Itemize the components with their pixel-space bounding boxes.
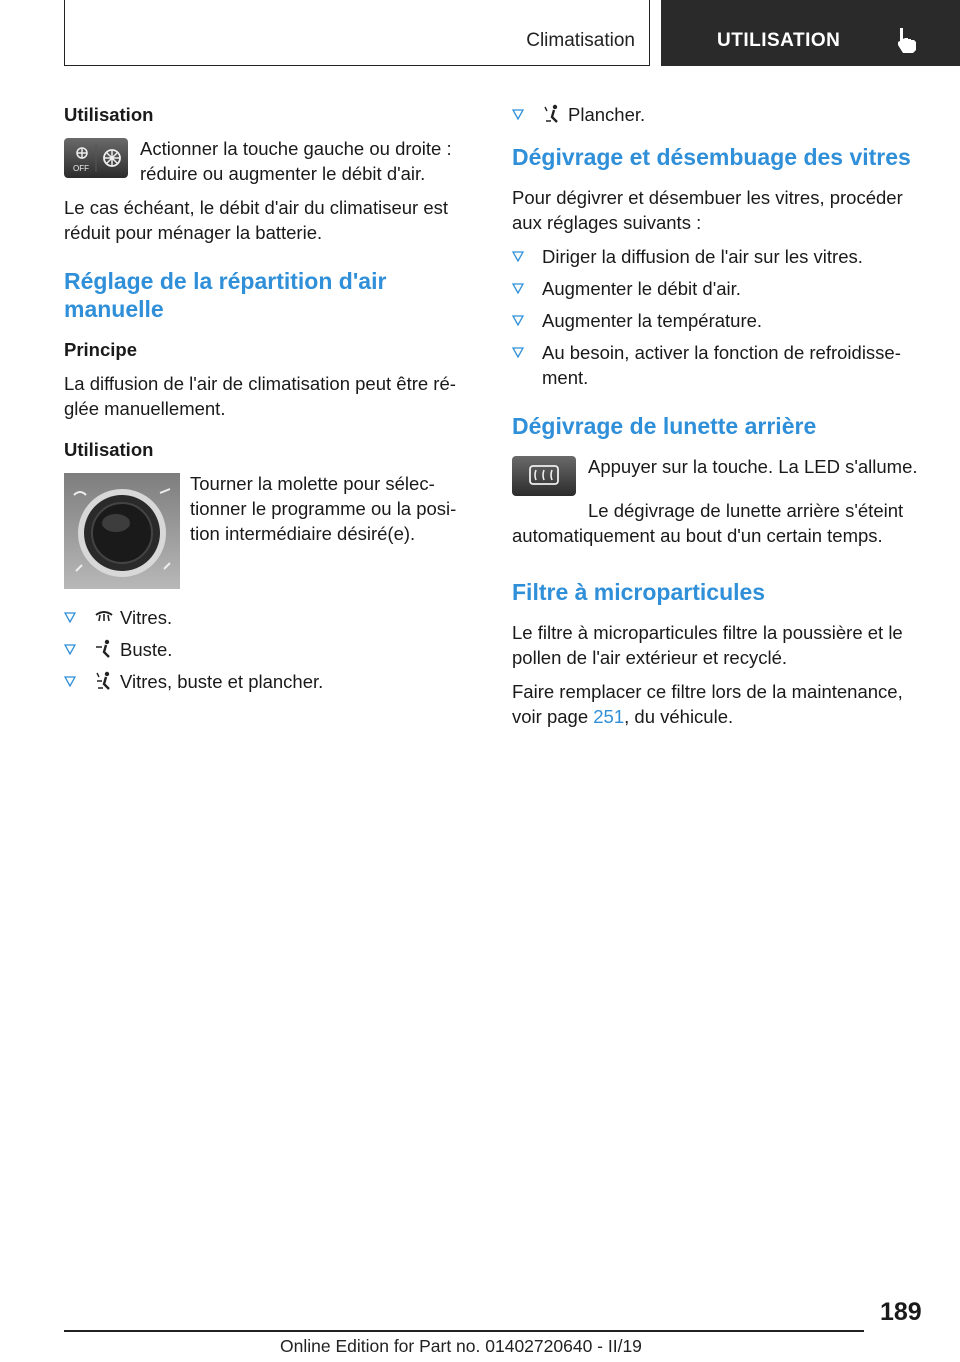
list-item (512, 276, 928, 301)
triangle-bullet-icon (64, 675, 76, 687)
rear-window-defrost-icon (512, 456, 576, 496)
heading-manual-distribution: Réglage de la répartition d'air manuelle (64, 268, 387, 322)
principe-paragraph: La diffusion de l'air de climatisation peut être ré‐ glée manuellement. (64, 373, 456, 419)
filter-text-a: Faire remplacer ce filtre lors de la maintenance, voir page (512, 681, 903, 727)
knob-instruction: Tourner la molette pour sélec‐ tionner le programme ou la posi‐ tion intermédiaire désiré(e). (190, 473, 457, 544)
list-item (64, 637, 464, 662)
edition-footer: Online Edition for Part no. 01402720640 - II/19 (280, 1336, 642, 1356)
distribution-knob-image (64, 473, 180, 589)
item-label: Buste. (120, 639, 173, 660)
footer-rule (64, 1330, 864, 1332)
list-item (512, 340, 928, 390)
list-item (512, 308, 928, 333)
item-label: Diriger la diffusion de l'air sur les vitres. (542, 246, 863, 267)
fan-icon (64, 138, 128, 178)
left-column (64, 102, 464, 701)
rear-defrost-button-image (512, 456, 576, 496)
rear-figure-row (512, 454, 928, 496)
heading-rear-defrost: Dégivrage de lunette arrière (512, 413, 817, 439)
distribution-list (64, 605, 464, 694)
list-item (64, 605, 464, 630)
fan-button-image (64, 138, 128, 178)
rotary-knob-icon (64, 473, 180, 589)
list-item (512, 244, 928, 269)
battery-paragraph: Le cas échéant, le débit d'air du climatiseur est réduit pour ménager la batterie. (64, 197, 449, 243)
list-item (64, 669, 464, 694)
upper-body-icon (94, 639, 114, 659)
floor-icon (542, 104, 562, 124)
windshield-icon (94, 607, 114, 627)
triangle-bullet-icon (512, 346, 524, 358)
triangle-bullet-icon (64, 611, 76, 623)
floor-list (512, 102, 928, 127)
svg-text:OFF: OFF (73, 164, 89, 173)
item-label: Augmenter le débit d'air. (542, 278, 741, 299)
rear-instruction: Appuyer sur la touche. La LED s'allume. (588, 456, 918, 477)
filter-paragraph-2 (512, 679, 928, 729)
heading-utilisation-2: Utilisation (64, 439, 154, 460)
rear-auto-off: Le dégivrage de lunette arrière s'éteint automatiquement au bout d'un certain temps. (512, 500, 904, 546)
right-column (512, 102, 928, 738)
triangle-bullet-icon (512, 282, 524, 294)
pointing-hand-icon (894, 26, 920, 54)
item-label: Au besoin, activer la fonction de refroidisse‐ ment. (542, 342, 901, 388)
heading-filter: Filtre à microparticules (512, 579, 766, 605)
triangle-bullet-icon (512, 250, 524, 262)
chapter-title: UTILISATION (717, 30, 841, 51)
section-title: Climatisation (526, 30, 635, 51)
item-label: Augmenter la température. (542, 310, 763, 331)
defrost-paragraph: Pour dégivrer et désembuer les vitres, procéder aux réglages suivants : (512, 187, 903, 233)
list-item (512, 102, 928, 127)
triangle-bullet-icon (64, 643, 76, 655)
triangle-bullet-icon (512, 314, 524, 326)
page-link-251[interactable]: 251 (593, 706, 625, 727)
item-label: Vitres. (120, 607, 173, 628)
heading-defrost: Dégivrage et désembuage des vitres (512, 144, 911, 170)
triangle-bullet-icon (512, 108, 524, 120)
fan-figure-row (64, 136, 464, 186)
header-chapter-box (661, 0, 960, 66)
defrost-list (512, 244, 928, 390)
item-label: Vitres, buste et plancher. (120, 671, 324, 692)
item-label: Plancher. (568, 104, 646, 125)
filter-paragraph-1: Le filtre à microparticules filtre la poussière et le pollen de l'air extérieur et recyclé. (512, 622, 903, 668)
windshield-body-floor-icon (94, 671, 114, 691)
header-section-box (64, 0, 650, 66)
heading-principe: Principe (64, 339, 137, 360)
knob-figure-row (64, 471, 464, 589)
page-number: 189 (880, 1298, 922, 1326)
filter-text-b: , du véhicule. (624, 706, 734, 727)
fan-instruction: Actionner la touche gauche ou droite : réduire ou augmenter le débit d'air. (140, 138, 452, 184)
heading-utilisation: Utilisation (64, 104, 154, 125)
